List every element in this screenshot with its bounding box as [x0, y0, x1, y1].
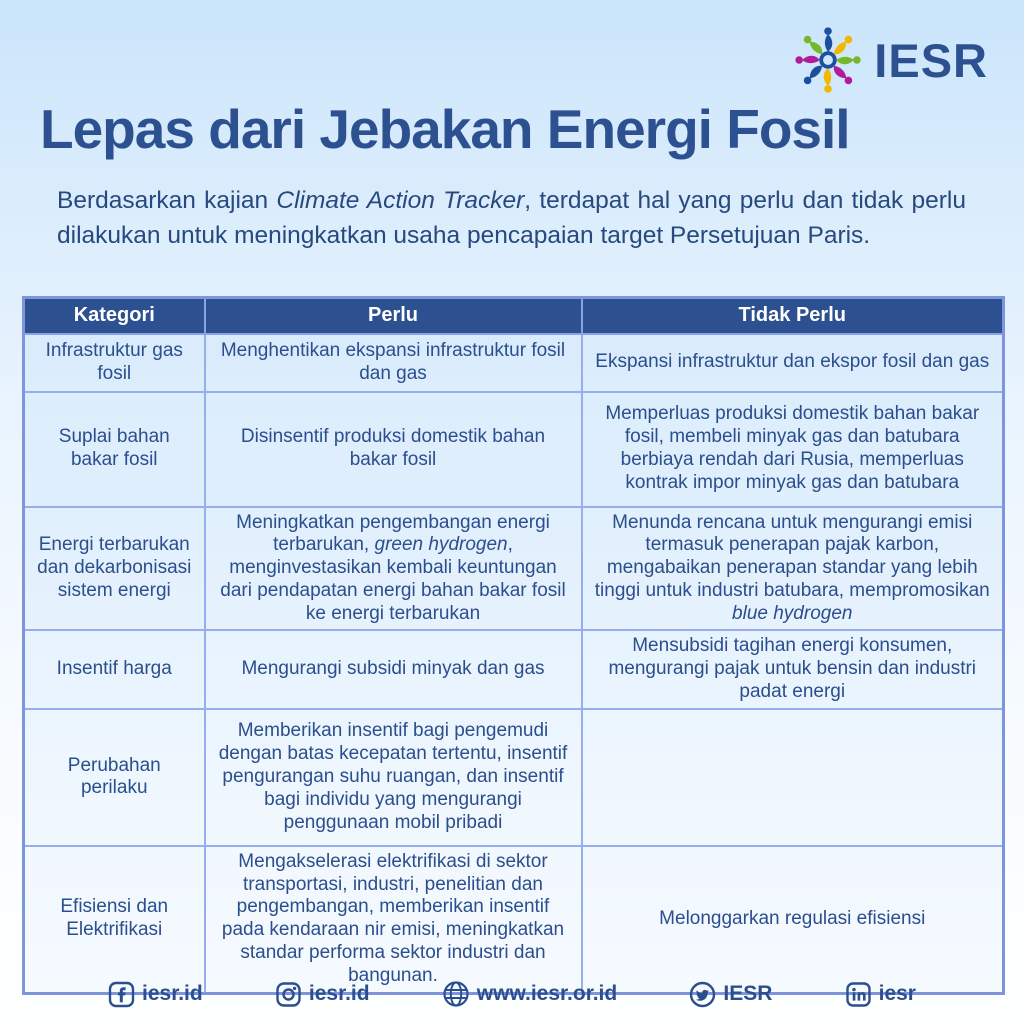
comparison-table — [22, 296, 1002, 986]
iesr-logo — [790, 22, 988, 98]
twitter-handle: IESR — [723, 982, 773, 1005]
tidak-perlu-cell: Mensubsidi tagihan energi konsumen, mengurangi pajak untuk bensin dan industri padat energi — [582, 630, 1004, 708]
instagram-link[interactable] — [275, 981, 370, 1008]
category-cell: Efisiensi dan Elektrifikasi — [24, 846, 205, 993]
instagram-icon — [275, 981, 302, 1008]
page-title: Lepas dari Jebakan Energi Fosil — [40, 98, 850, 160]
linkedin-icon — [845, 981, 872, 1008]
perlu-cell: Meningkatkan pengembangan energi terbarukan, green hydrogen, menginvestasikan kembali keuntungan dari pendapatan energi bahan bakar fosil ke energi terbarukan — [205, 507, 582, 631]
perlu-cell: Mengurangi subsidi minyak dan gas — [205, 630, 582, 708]
table-row — [24, 630, 1004, 708]
iesr-logo-text: IESR — [874, 33, 988, 87]
perlu-cell: Disinsentif produksi domestik bahan bakar fosil — [205, 392, 582, 507]
table-row — [24, 334, 1004, 392]
tidak-perlu-cell: Melonggarkan regulasi efisiensi — [582, 846, 1004, 993]
category-cell: Insentif harga — [24, 630, 205, 708]
category-cell: Energi terbarukan dan dekarbonisasi sistem energi — [24, 507, 205, 631]
website-link[interactable] — [442, 980, 617, 1008]
header-kategori: Kategori — [24, 298, 205, 334]
facebook-handle: iesr.id — [142, 982, 203, 1005]
category-cell: Perubahan perilaku — [24, 709, 205, 846]
facebook-icon — [108, 981, 135, 1008]
category-cell: Suplai bahan bakar fosil — [24, 392, 205, 507]
instagram-handle: iesr.id — [308, 982, 370, 1005]
table-row — [24, 709, 1004, 846]
tidak-perlu-cell: Menunda rencana untuk mengurangi emisi termasuk penerapan pajak karbon, mengabaikan penerapan standar yang lebih tinggi untuk industri batubara, mempromosikan blue hydrogen — [582, 507, 1004, 631]
linkedin-handle: iesr — [878, 982, 916, 1005]
table-header-row — [24, 298, 1004, 334]
linkedin-link[interactable] — [845, 981, 916, 1008]
perlu-cell: Memberikan insentif bagi pengemudi dengan batas kecepatan tertentu, insentif pengurangan suhu ruangan, dan insentif bagi individu yang mengurangi penggunaan mobil pribadi — [205, 709, 582, 846]
tidak-perlu-cell: Ekspansi infrastruktur dan ekspor fosil dan gas — [582, 334, 1004, 392]
tidak-perlu-cell — [582, 709, 1004, 846]
perlu-cell: Mengakselerasi elektrifikasi di sektor transportasi, industri, penelitian dan pengembangan, memberikan insentif pada kendaraan nir emisi, meningkatkan standar performa sektor industri dan bangunan. — [205, 846, 582, 993]
iesr-pinwheel-icon — [790, 22, 866, 98]
category-cell: Infrastruktur gas fosil — [24, 334, 205, 392]
twitter-icon — [689, 981, 716, 1008]
website-url: www.iesr.or.id — [476, 982, 618, 1005]
facebook-link[interactable] — [108, 981, 203, 1008]
intro-paragraph: Berdasarkan kajian Climate Action Tracker, terdapat hal yang perlu dan tidak perlu dilakukan untuk meningkatkan usaha pencapaian target Persetujuan Paris. — [57, 187, 967, 250]
header-tidak-perlu: Tidak Perlu — [582, 298, 1004, 334]
twitter-link[interactable] — [689, 981, 772, 1008]
social-footer — [0, 970, 1024, 1018]
globe-icon — [442, 980, 470, 1008]
perlu-cell: Menghentikan ekspansi infrastruktur fosil dan gas — [205, 334, 582, 392]
table-row — [24, 392, 1004, 507]
table-row — [24, 507, 1004, 631]
tidak-perlu-cell: Memperluas produksi domestik bahan bakar fosil, membeli minyak gas dan batubara berbiaya rendah dari Rusia, memperluas kontrak impor minyak gas dan batubara — [582, 392, 1004, 507]
header-perlu: Perlu — [205, 298, 582, 334]
